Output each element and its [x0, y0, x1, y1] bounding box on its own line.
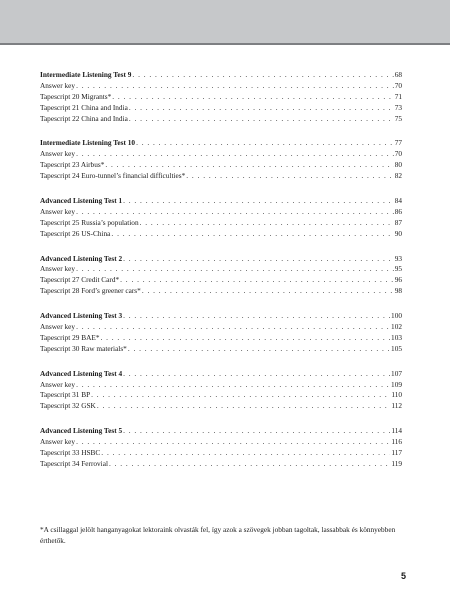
toc-entry-label: Advanced Listening Test 5 — [40, 426, 123, 436]
toc-entry — [40, 390, 402, 401]
toc-section — [40, 369, 402, 413]
toc-section — [40, 70, 402, 124]
toc-entry — [40, 459, 402, 470]
dot-leader — [123, 426, 390, 437]
toc-entry-page: 70 — [394, 80, 402, 90]
dot-leader — [123, 311, 390, 322]
dot-leader — [76, 149, 394, 160]
toc-heading — [40, 70, 402, 81]
toc-entry — [40, 114, 402, 125]
toc-entry-label: Tapescript 27 Credit Card* — [40, 275, 120, 285]
toc-entry — [40, 264, 402, 275]
dot-leader — [123, 369, 390, 380]
toc-entry — [40, 218, 402, 229]
dot-leader — [76, 380, 390, 391]
toc-entry-label: Intermediate Listening Test 9 — [40, 70, 132, 79]
footnote: *A csillaggal jelölt hanganyagokat lektoraink olvasták fel, így azok a szövegek jobban tagoltak, lassabbak és könnyebben érthetők. — [40, 525, 396, 545]
dot-leader — [129, 114, 394, 125]
toc-entry-page: 112 — [391, 401, 402, 411]
dot-leader — [91, 390, 390, 401]
toc-entry — [40, 207, 402, 218]
toc-entry-page: 103 — [391, 332, 402, 342]
dot-leader — [100, 333, 390, 344]
toc-entry-page: 93 — [394, 253, 402, 263]
dot-leader — [142, 286, 394, 297]
dot-leader — [186, 171, 393, 182]
table-of-contents — [40, 70, 402, 484]
toc-entry-page: 105 — [391, 343, 402, 353]
dot-leader — [140, 218, 394, 229]
toc-entry-label: Tapescript 33 HSBC — [40, 448, 101, 458]
page-number: 5 — [400, 571, 406, 581]
dot-leader — [105, 160, 393, 171]
toc-entry-label: Intermediate Listening Test 10 — [40, 138, 136, 148]
toc-entry-page: 70 — [394, 149, 402, 159]
toc-entry-page: 82 — [394, 171, 402, 181]
toc-entry-page: 90 — [394, 228, 402, 238]
dot-leader — [128, 344, 390, 355]
dot-leader — [76, 207, 394, 218]
toc-entry-page: 119 — [391, 458, 402, 468]
dot-leader — [76, 81, 394, 92]
toc-entry-label: Tapescript 22 China and India — [40, 113, 128, 123]
toc-section — [40, 196, 402, 240]
toc-entry-page: 86 — [394, 206, 402, 216]
toc-section — [40, 254, 402, 298]
toc-entry-page: 75 — [394, 113, 402, 123]
toc-entry-label: Tapescript 34 Ferrovial — [40, 458, 108, 468]
toc-entry-page: 84 — [394, 196, 402, 206]
toc-entry-label: Answer key — [40, 379, 76, 389]
toc-entry-label: Tapescript 32 GSK — [40, 401, 96, 411]
toc-heading — [40, 369, 402, 380]
dot-leader — [76, 437, 390, 448]
header-band — [0, 0, 450, 45]
toc-entry-label: Advanced Listening Test 2 — [40, 253, 123, 263]
toc-heading — [40, 254, 402, 265]
toc-entry — [40, 103, 402, 114]
toc-entry — [40, 171, 402, 182]
toc-entry-page: 110 — [391, 390, 402, 400]
toc-entry-page: 77 — [394, 138, 402, 148]
toc-entry-label: Tapescript 26 US-China — [40, 228, 111, 238]
toc-entry-page: 116 — [391, 437, 402, 447]
dot-leader — [123, 196, 394, 207]
toc-entry-label: Tapescript 31 BP — [40, 390, 91, 400]
toc-entry-label: Tapescript 21 China and India — [40, 102, 128, 112]
toc-section — [40, 311, 402, 355]
toc-entry-page: 80 — [394, 160, 402, 170]
toc-entry-label: Answer key — [40, 264, 76, 274]
toc-heading — [40, 426, 402, 437]
toc-entry-label: Tapescript 24 Euro-tunnel’s financial difficulties* — [40, 171, 186, 181]
toc-entry-page: 117 — [391, 448, 402, 458]
toc-entry-label: Tapescript 20 Migrants* — [40, 91, 112, 101]
toc-heading — [40, 196, 402, 207]
toc-entry — [40, 344, 402, 355]
toc-entry — [40, 286, 402, 297]
toc-entry-page: 114 — [391, 426, 402, 436]
toc-entry — [40, 160, 402, 171]
toc-entry-page: 96 — [394, 275, 402, 285]
toc-entry-page: 102 — [391, 322, 402, 332]
toc-entry-page: 71 — [394, 91, 402, 101]
toc-entry — [40, 333, 402, 344]
toc-entry — [40, 92, 402, 103]
toc-entry — [40, 380, 402, 391]
toc-entry-label: Answer key — [40, 437, 76, 447]
toc-entry — [40, 437, 402, 448]
dot-leader — [101, 448, 390, 459]
toc-entry — [40, 81, 402, 92]
toc-section — [40, 426, 402, 470]
dot-leader — [97, 401, 390, 412]
dot-leader — [132, 70, 393, 81]
toc-entry-label: Advanced Listening Test 1 — [40, 196, 123, 206]
dot-leader — [123, 254, 394, 265]
toc-entry — [40, 275, 402, 286]
dot-leader — [109, 459, 390, 470]
toc-entry-label: Tapescript 29 BAE* — [40, 332, 100, 342]
toc-entry-page: 95 — [394, 264, 402, 274]
toc-entry — [40, 448, 402, 459]
toc-entry-page: 68 — [394, 70, 402, 79]
dot-leader — [111, 229, 393, 240]
toc-entry-label: Tapescript 28 Ford’s greener cars* — [40, 286, 141, 296]
toc-entry-page: 109 — [391, 379, 402, 389]
toc-entry — [40, 401, 402, 412]
toc-entry-page: 100 — [391, 311, 402, 321]
toc-section — [40, 138, 402, 182]
toc-entry — [40, 322, 402, 333]
toc-entry — [40, 229, 402, 240]
toc-heading — [40, 138, 402, 149]
dot-leader — [136, 138, 394, 149]
dot-leader — [120, 275, 394, 286]
toc-entry-label: Advanced Listening Test 4 — [40, 368, 123, 378]
toc-entry-label: Tapescript 30 Raw materials* — [40, 343, 127, 353]
toc-entry-page: 107 — [391, 368, 402, 378]
dot-leader — [129, 103, 394, 114]
toc-entry-label: Answer key — [40, 80, 76, 90]
toc-entry-label: Tapescript 25 Russia’s population — [40, 217, 139, 227]
toc-entry-page: 87 — [394, 217, 402, 227]
dot-leader — [76, 264, 394, 275]
toc-entry-label: Answer key — [40, 149, 76, 159]
toc-entry-page: 73 — [394, 102, 402, 112]
toc-entry-label: Answer key — [40, 322, 76, 332]
toc-entry-label: Tapescript 23 Airbus* — [40, 160, 105, 170]
dot-leader — [112, 92, 393, 103]
toc-entry-label: Advanced Listening Test 3 — [40, 311, 123, 321]
toc-heading — [40, 311, 402, 322]
toc-entry-label: Answer key — [40, 206, 76, 216]
header-rule — [0, 43, 450, 45]
toc-entry — [40, 149, 402, 160]
toc-entry-page: 98 — [394, 286, 402, 296]
dot-leader — [76, 322, 390, 333]
